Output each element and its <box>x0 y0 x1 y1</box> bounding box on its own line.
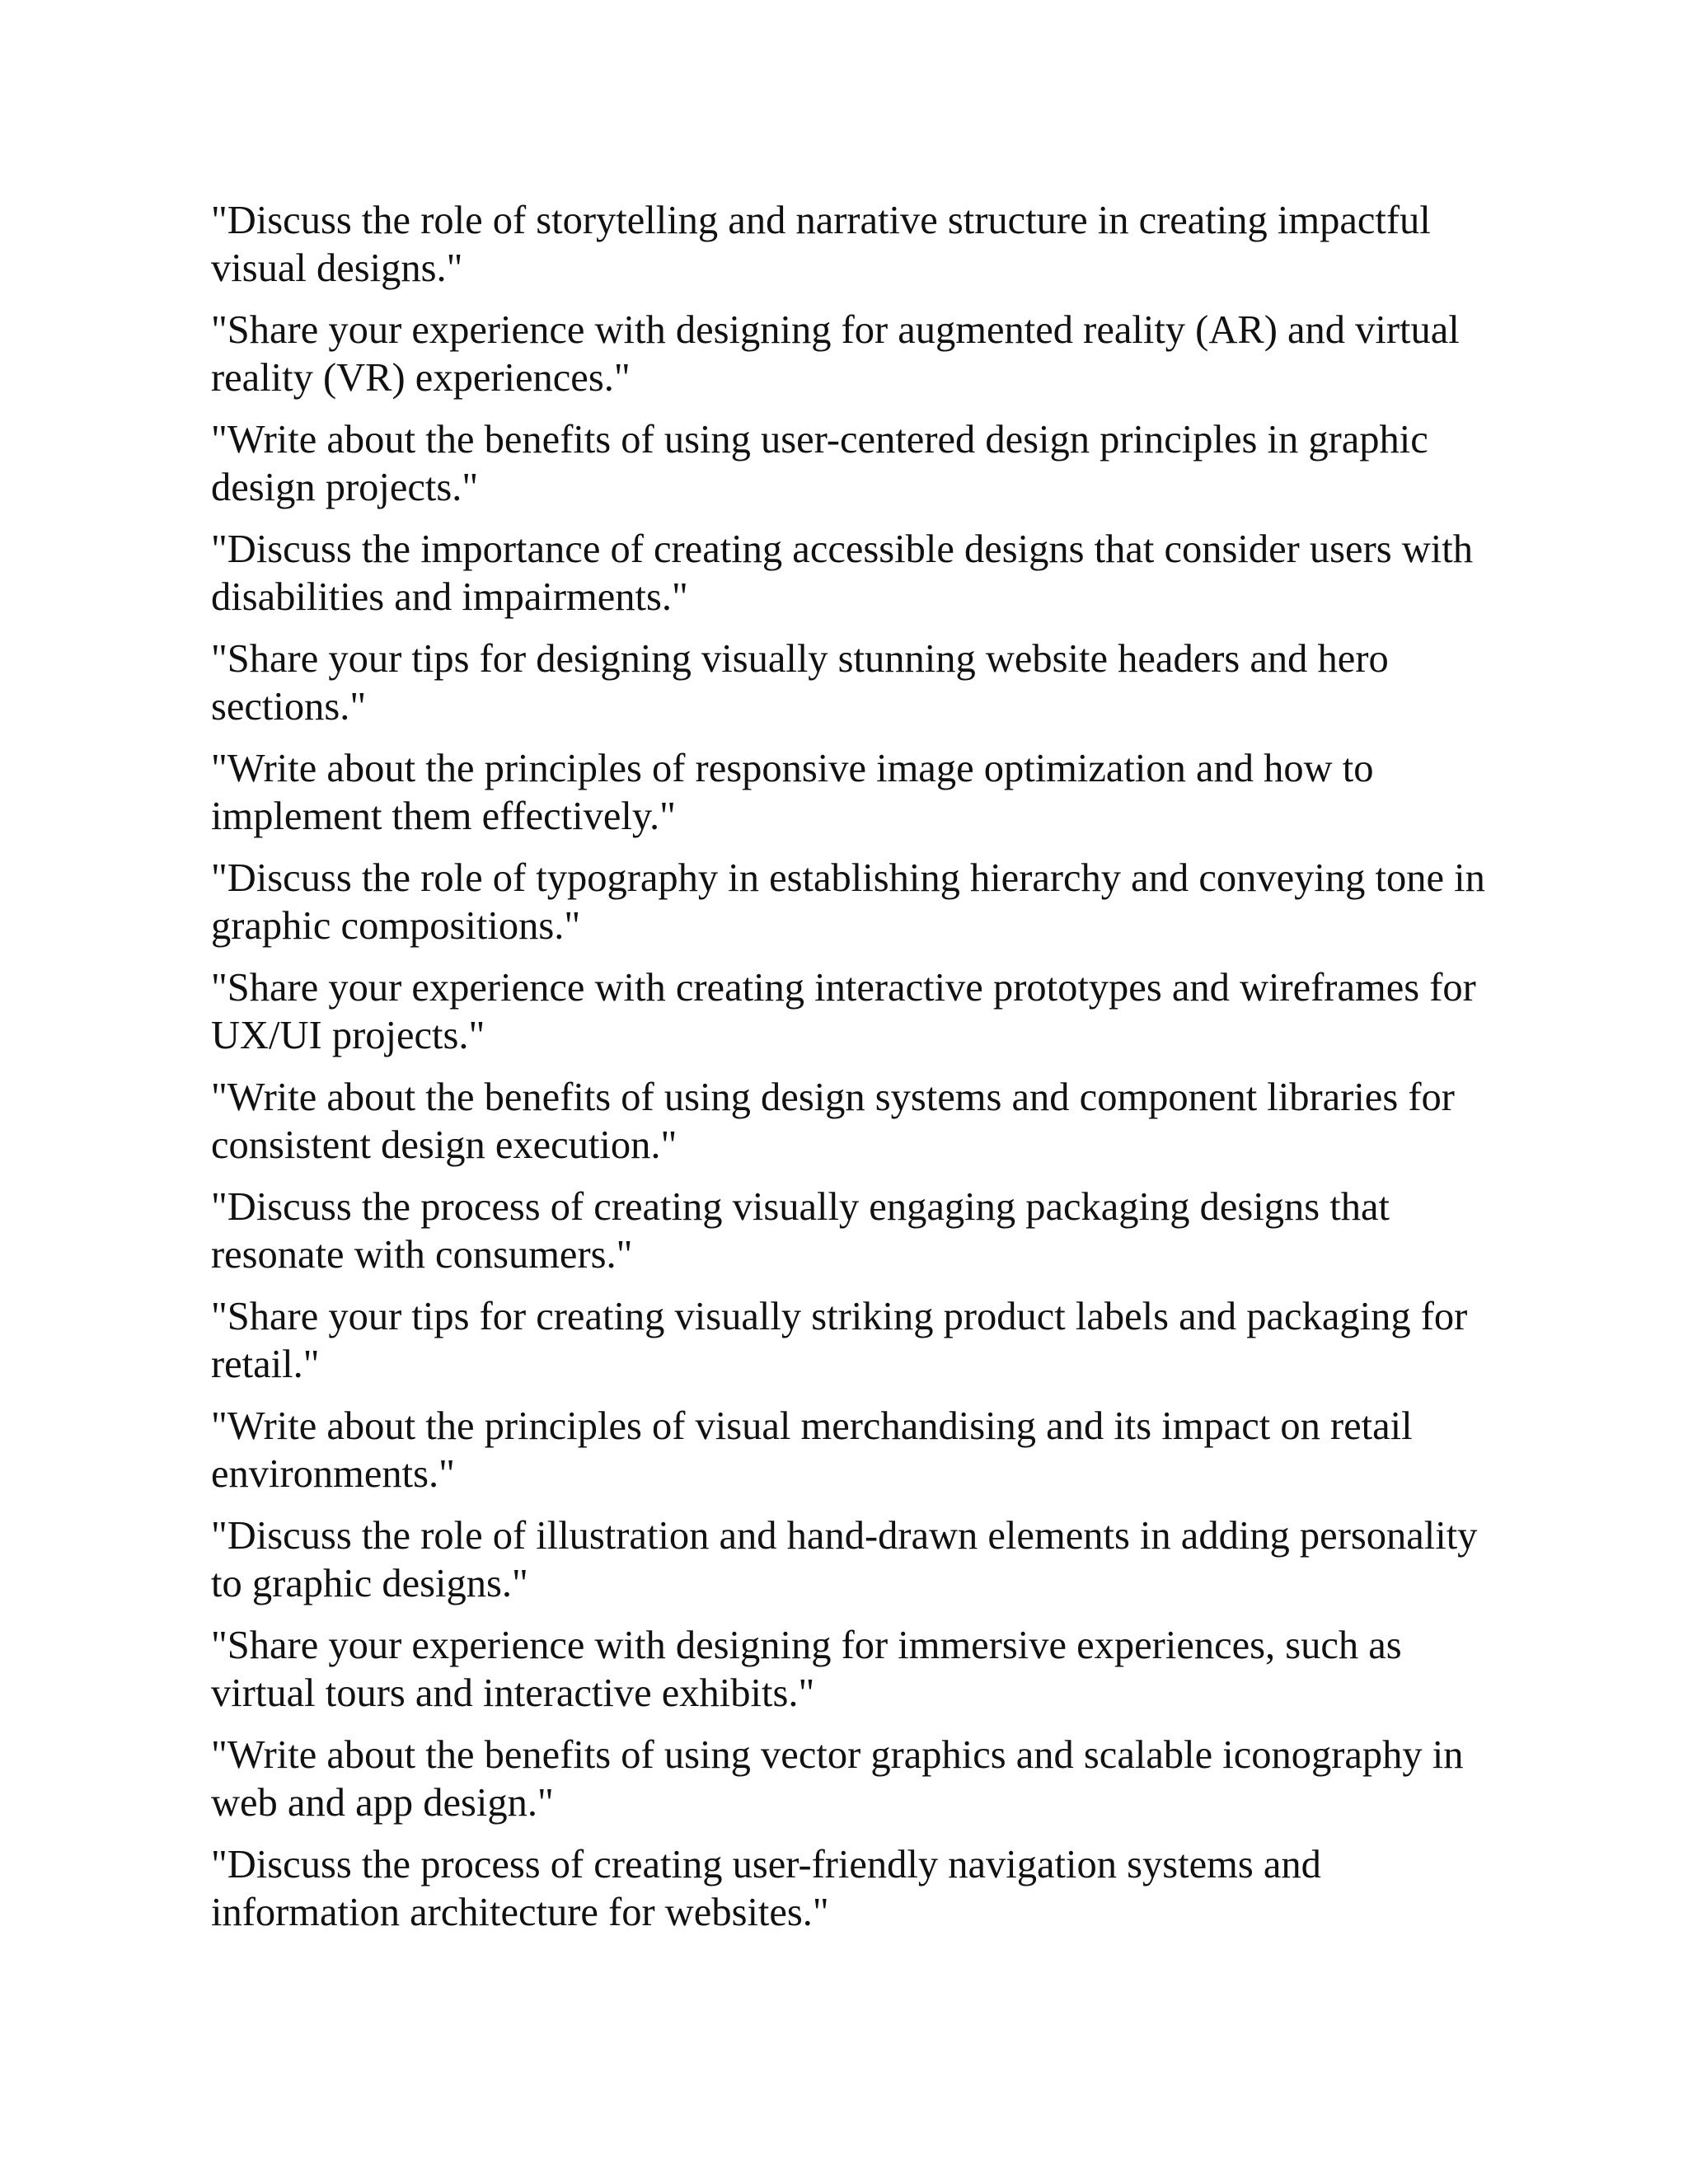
prompt-list <box>211 197 1497 1951</box>
prompt-item: "Share your experience with designing for augmented reality (AR) and virtual reality (VR) experiences." <box>211 308 1460 400</box>
prompt-item: "Discuss the role of typography in establishing hierarchy and conveying tone in graphic compositions." <box>211 856 1485 948</box>
prompt-item: "Discuss the process of creating user-friendly navigation systems and information architecture for websites." <box>211 1843 1321 1934</box>
prompt-item: "Share your experience with designing for immersive experiences, such as virtual tours and interactive exhibits." <box>211 1624 1402 1715</box>
prompt-item: "Share your tips for creating visually striking product labels and packaging for retail." <box>211 1295 1468 1386</box>
prompt-item: "Write about the benefits of using vector graphics and scalable iconography in web and app design." <box>211 1733 1464 1825</box>
prompt-item: "Share your experience with creating interactive prototypes and wireframes for UX/UI projects." <box>211 966 1476 1057</box>
prompt-item: "Share your tips for designing visually stunning website headers and hero sections." <box>211 637 1389 729</box>
prompt-item: "Write about the benefits of using user-centered design principles in graphic design projects." <box>211 418 1428 509</box>
prompt-item: "Discuss the role of storytelling and narrative structure in creating impactful visual designs." <box>211 199 1431 290</box>
prompt-item: "Discuss the role of illustration and hand-drawn elements in adding personality to graphic designs." <box>211 1514 1478 1605</box>
prompt-item: "Write about the benefits of using design systems and component libraries for consistent design execution." <box>211 1076 1455 1167</box>
prompt-item: "Discuss the process of creating visually engaging packaging designs that resonate with consumers." <box>211 1185 1390 1277</box>
prompt-item: "Discuss the importance of creating accessible designs that consider users with disabilities and impairments." <box>211 527 1473 619</box>
prompt-item: "Write about the principles of responsive image optimization and how to implement them effectively." <box>211 747 1374 838</box>
prompt-item: "Write about the principles of visual merchandising and its impact on retail environments." <box>211 1404 1413 1496</box>
